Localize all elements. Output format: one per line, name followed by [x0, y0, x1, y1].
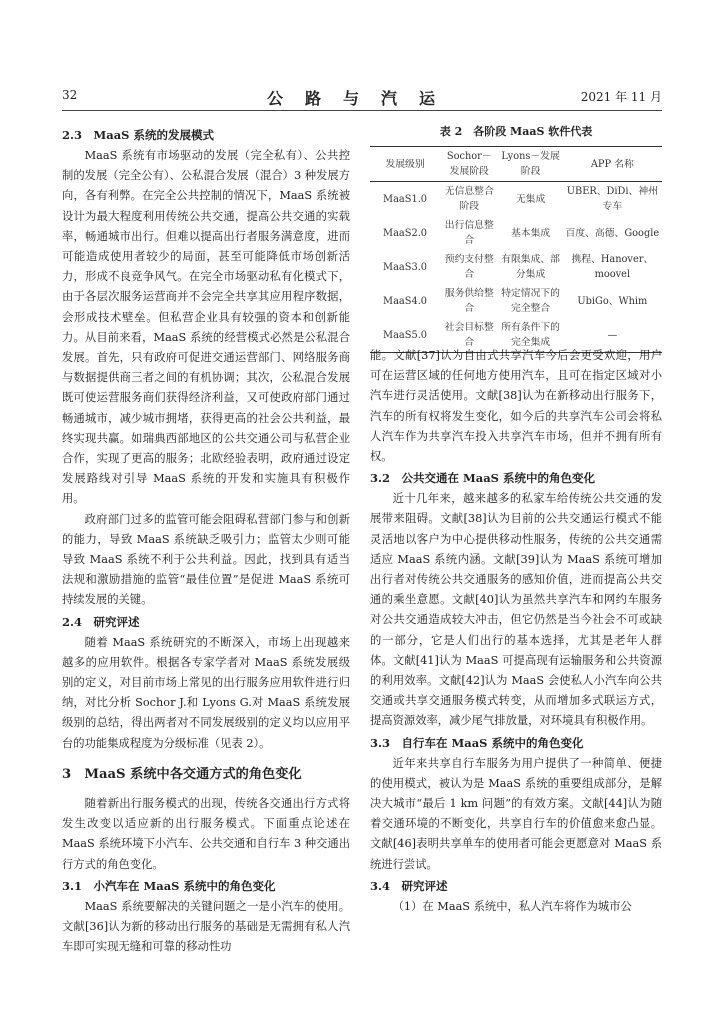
- col-header-lyons: Lyons－发展阶段: [498, 147, 562, 182]
- section-3-4-title: 3.4 研究评述: [370, 878, 448, 893]
- cell-lyons: 基本集成: [510, 227, 551, 239]
- section-2-3-paragraph-2: 政府部门过多的监管可能会阻碍私营部门参与和创新的能力，导致 MaaS 系统缺乏吸引力；监管太少则可能导致 MaaS 系统不利于公共利益。因此，找到具有适当法规和激励措施的监管“最佳位置”是促进 MaaS 系统可持续发展的关键。: [62, 512, 350, 607]
- cell-level: MaaS3.0: [383, 261, 428, 273]
- section-3-3-title: 3.3 自行车在 MaaS 系统中的角色变化: [370, 735, 584, 750]
- cell-app: 携程、Hanover、moovel: [571, 254, 654, 280]
- section-3-4-paragraph-1: （1）在 MaaS 系统中，私人汽车将作为城市公: [392, 899, 632, 913]
- table-caption: 表 2 各阶段 MaaS 软件代表: [439, 125, 593, 138]
- section-3-3-paragraph-1: 近年来共享自行车服务为用户提供了一种简单、便捷的使用模式，被认为是 MaaS 系统的重要组成部分，是解决大城市“最后 1 km 问题”的有效方案。文献[44]认为随着交通环境的不断变化，共享自行车的价值愈来愈凸显。文献[46]表明共享单车的使用者可能会更愿意对 MaaS 系统进行尝试。: [370, 756, 662, 871]
- section-2-4-paragraph-1: 随着 MaaS 系统研究的不断深入，市场上出现越来越多的应用软件。根据各专家学者对 MaaS 系统发展级别的定义，对目前市场上常见的出行服务应用软件进行归纳，对比分析 Sochor J.和 Lyons G.对 MaaS 系统发展级别的总结，得出两者对不同发展级别的定义均以应用平台的功能集成程度为分级标准（见表 2）。: [62, 635, 350, 750]
- header-rule: [62, 110, 662, 111]
- cell-level: MaaS4.0: [383, 295, 428, 307]
- right-column: [370, 346, 662, 917]
- cell-lyons: 特定情况下的完全整合: [501, 288, 560, 314]
- cell-sochor: 出行信息整合: [444, 220, 494, 246]
- col-header-sochor: Sochor－发展阶段: [440, 147, 498, 182]
- section-3-1-title: 3.1 小汽车在 MaaS 系统中的角色变化: [62, 878, 276, 893]
- section-2-4-title: 2.4 研究评述: [62, 614, 140, 629]
- cell-app: UbiGo、Whim: [577, 295, 648, 307]
- cell-lyons: 所有条件下的完全集成: [498, 318, 562, 353]
- cell-lyons: 有限集成、部分集成: [501, 254, 560, 280]
- table-row: [370, 182, 662, 217]
- cell-app: —: [563, 318, 662, 353]
- section-3-2-title: 3.2 公共交通在 MaaS 系统中的角色变化: [370, 471, 595, 486]
- col-header-level: 发展级别: [370, 147, 440, 182]
- cell-sochor: 社会目标整合: [440, 318, 498, 353]
- table-row: [370, 216, 662, 250]
- col-header-app: APP 名称: [563, 147, 662, 182]
- cell-sochor: 服务供给整合: [444, 288, 494, 314]
- maas-app-table: [370, 146, 662, 353]
- left-column: [62, 124, 350, 957]
- cell-sochor: 预约支付整合: [444, 254, 494, 280]
- section-3-1-paragraph-continued: 能。文献[37]认为自由式共享汽车今后会更受欢迎，用户可在运营区域的任何地方使用汽车，且可在指定区域对小汽车进行灵活使用。文献[38]认为在新移动出行服务下，汽车的所有权将发生变化，如今后的共享汽车公司会将私人汽车作为共享汽车投入共享汽车市场，但并不拥有所有权。: [370, 349, 662, 464]
- section-3-1-paragraph-1: MaaS 系统要解决的关键问题之一是小汽车的使用。文献[36]认为新的移动出行服务的基础是无需拥有私人汽车即可实现无缝和可靠的移动性功: [62, 899, 350, 954]
- journal-title: 公路与汽运: [266, 89, 457, 108]
- section-3-paragraph-1: 随着新出行服务模式的出现，传统各交通出行方式将发生改变以适应新的出行服务模式。下面重点论述在 MaaS 系统环境下小汽车、公共交通和自行车 3 种交通出行方式的角色变化。: [62, 796, 350, 871]
- section-2-3-title: 2.3 MaaS 系统的发展模式: [62, 128, 214, 142]
- page-number: 32: [62, 88, 78, 102]
- issue-date: 2021 年 11 月: [580, 90, 662, 104]
- cell-app: 百度、高德、Google: [565, 227, 660, 239]
- table-row: [370, 250, 662, 284]
- cell-app: UBER、DiDi、神州专车: [566, 186, 658, 212]
- section-3-2-paragraph-1: 近十几年来，越来越多的私家车给传统公共交通的发展带来阻碍。文献[38]认为目前的公共交通运行模式不能灵活地以客户为中心提供移动性服务，传统的公共交通需适应 MaaS 系统内涵。文献[39]认为 MaaS 系统可增加出行者对传统公共交通服务的感知价值，进而提高公共交通的乘坐意愿。文献[40]认为虽然共享汽车和网约车服务对公共交通造成较大冲击，但它仍然是当今社会不可或缺的一部分，它是人们出行的基本选择，尤其是老年人群体。文献[41]认为 MaaS 可提高现有运输服务和公共资源的利用效率。文献[42]认为 MaaS 会使私人小汽车向公共交通或共享交通服务模式转变，从而增加多式联运方式，提高资源效率，减少尾气排放量，对环境具有积极作用。: [370, 492, 662, 728]
- cell-level: MaaS5.0: [370, 318, 440, 353]
- section-2-3-paragraph-1: MaaS 系统有市场驱动的发展（完全私有）、公共控制的发展（完全公有）、公私混合发展（混合）3 种发展方向，各有利弊。在完全公共控制的情况下，MaaS 系统被设计为最大程度利用传统公共交通，提高公共交通的实载率，畅通城市出行。但难以提高出行者服务满意度，进而可能造成使用者较少的局面，甚至可能降低市场创新活力，形成不良竞争风气。在完全市场驱动私有化模式下，由于各层次服务运营商并不会完全共享其应用程序数据，会形成技术壁垒。但私营企业具有较强的资本和创新能力。从目前来看，MaaS 系统的经营模式必然是公私混合发展。首先，只有政府可促进交通运营部门、网络服务商与数据提供商三者之间的有机协调；其次，公私混合发展既可使运营服务商们获得经济利益，又可使政府部门通过畅通城市，减少城市拥堵，获得更高的社会公共利益，最终实现共赢。如瑞典西部地区的公共交通公司与私营企业合作，实现了更高的服务；北欧经验表明，政府通过设定发展路线对引导 MaaS 系统的开发和实施具有积极作用。: [62, 149, 350, 506]
- cell-level: MaaS2.0: [383, 227, 428, 239]
- table-row: [370, 284, 662, 318]
- section-3-title: 3 MaaS 系统中各交通方式的角色变化: [62, 766, 302, 782]
- table-header-row: [370, 147, 662, 182]
- cell-sochor: 无信息整合阶段: [444, 186, 494, 212]
- cell-lyons: 无集成: [515, 193, 546, 205]
- page-header: [62, 86, 662, 108]
- cell-level: MaaS1.0: [383, 193, 428, 205]
